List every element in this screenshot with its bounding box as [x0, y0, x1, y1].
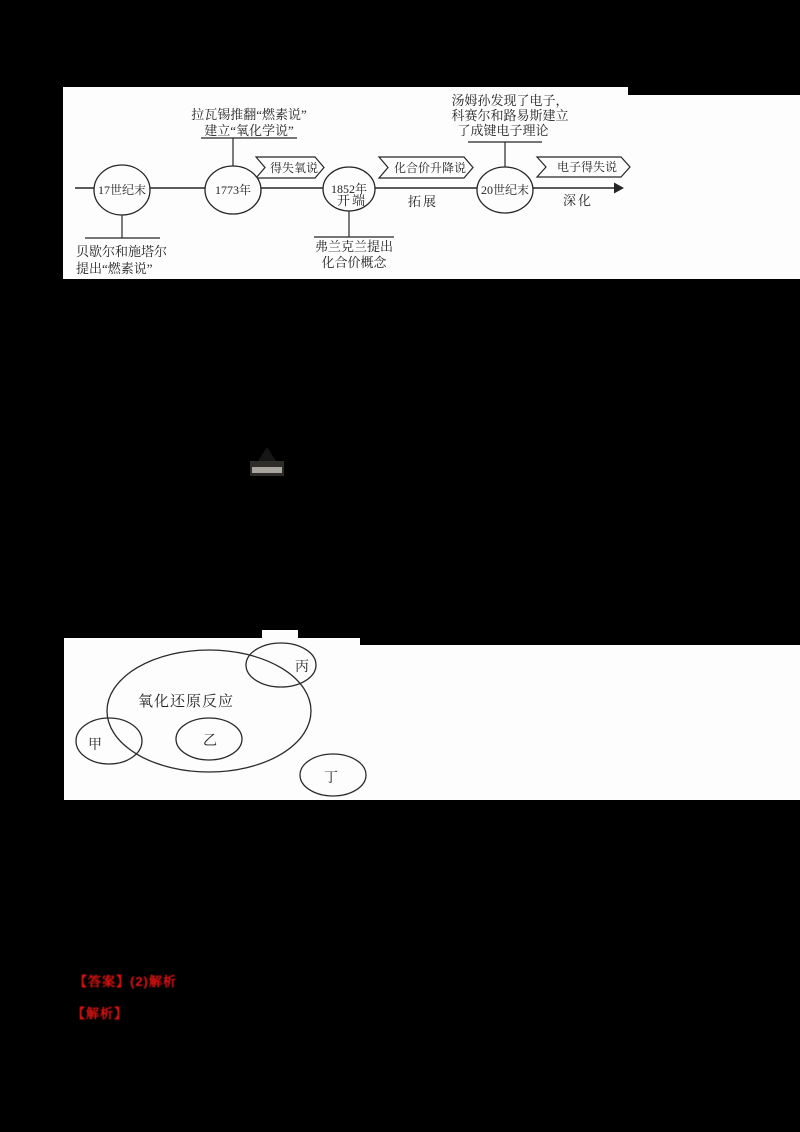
node-label-1773: 1773年 [214, 183, 252, 197]
fragment-triangle-icon [258, 447, 276, 461]
annotation-becher-line2: 提出“燃素说” [76, 261, 153, 276]
venn-universe-label: 氧化还原反应 [137, 694, 235, 710]
phase-label-start: 开端 [336, 193, 368, 208]
phase-label-expand: 拓展 [407, 194, 439, 209]
inline-figure-fragment [248, 445, 288, 479]
banner-label-electron-theory: 电子得失说 [556, 160, 618, 174]
answer-key-line-1: 【答案】(2)解析 [74, 974, 177, 989]
annotation-frankland-line1: 弗兰克兰提出 [314, 239, 394, 254]
fragment-highlight-bar [252, 467, 282, 473]
annotation-lavoisier-line2: 建立“氧化学说” [204, 123, 294, 138]
annotation-becher-line1: 贝歇尔和施塔尔 [76, 244, 168, 259]
venn-panel-top-step [360, 638, 800, 645]
timeline-panel-background [63, 87, 800, 279]
answer-key-line-2: 【解析】 [72, 1006, 129, 1021]
annotation-thomson-line3: 了成键电子理论 [457, 123, 549, 138]
venn-diagram-panel [64, 638, 800, 800]
venn-label-bing: 丙 [295, 660, 309, 675]
annotation-thomson-line2: 科赛尔和路易斯建立 [451, 108, 569, 123]
node-label-1852: 1852年 [330, 182, 368, 196]
venn-label-yi: 乙 [203, 734, 217, 749]
banner-label-valence-theory: 化合价升降说 [393, 161, 467, 175]
venn-label-jia: 甲 [88, 738, 102, 753]
timeline-panel-top-step [628, 87, 800, 95]
phase-label-deepen: 深化 [562, 193, 594, 208]
banner-label-oxygen-theory: 得失氧说 [269, 161, 319, 175]
annotation-frankland-line2: 化合价概念 [321, 255, 387, 270]
timeline-diagram-panel [63, 87, 800, 279]
venn-panel-background [64, 638, 800, 800]
venn-label-ding: 丁 [324, 771, 338, 786]
node-label-17c: 17世纪末 [97, 183, 147, 197]
node-label-20c: 20世纪末 [480, 183, 530, 197]
annotation-thomson-line1: 汤姆孙发现了电子， [451, 93, 569, 108]
annotation-lavoisier-line1: 拉瓦锡推翻“燃素说” [191, 107, 307, 122]
